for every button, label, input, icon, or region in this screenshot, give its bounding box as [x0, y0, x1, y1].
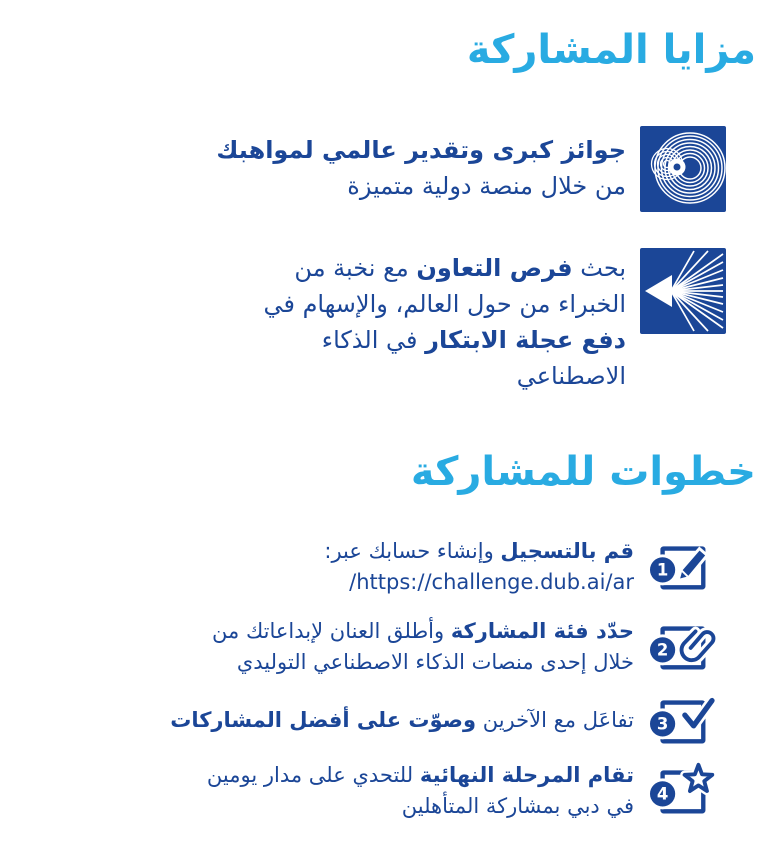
step-rest: وإنشاء حسابك عبر:: [324, 539, 501, 563]
benefit-seg: في الذكاء الاصطناعي: [321, 326, 626, 390]
step-number: 3: [656, 714, 669, 734]
pencil-square-icon: [646, 534, 716, 596]
concentric-disc-icon: [640, 126, 726, 212]
step-bold: وصوّت على أفضل المشاركات: [170, 707, 477, 732]
benefit-item-collaboration: [0, 248, 768, 394]
benefit-seg-bold: فرص التعاون: [416, 254, 573, 282]
step-item-vote: [0, 688, 768, 750]
step-number: 4: [656, 784, 669, 804]
step-text-category: [209, 614, 634, 678]
step-bold: حدّد فئة المشاركة: [450, 619, 634, 643]
step-rest: للتحدي على مدار يومين في دبي بمشاركة المتأهلين: [206, 763, 634, 818]
benefit-seg: مع نخبة من الخبراء من حول العالم، والإسهام في: [263, 254, 626, 318]
benefit-text-collaboration: [226, 248, 626, 394]
step-item-register: [0, 534, 768, 598]
light-rays-icon: [640, 248, 726, 334]
step-bold: قم بالتسجيل: [500, 539, 634, 563]
benefit-bold-line: جوائز كبرى وتقدير عالمي لمواهبك: [216, 136, 626, 164]
benefit-seg: بحث: [572, 254, 626, 282]
step-number: 1: [656, 560, 669, 580]
step-rest: وأطلق العنان لإبداعاتك من خلال إحدى منصات الذكاء الاصطناعي التوليدي: [212, 619, 634, 674]
star-square-icon: [646, 758, 716, 820]
benefit-item-prizes: [0, 126, 768, 212]
step-item-final: [0, 758, 768, 822]
benefits-section-title: مزايا المشاركة: [466, 27, 756, 73]
step-pre: تفاعَل مع الآخرين: [476, 707, 634, 732]
benefit-regular-line: من خلال منصة دولية متميزة: [347, 172, 626, 200]
step-text-register: [324, 534, 634, 598]
benefit-text-prizes: [216, 126, 626, 204]
paperclip-square-icon: [646, 614, 716, 676]
step-text-vote: [170, 703, 634, 736]
benefit-seg-bold: دفع عجلة الابتكار: [425, 326, 626, 354]
step-bold: تقام المرحلة النهائية: [419, 763, 634, 787]
check-square-icon: [646, 688, 716, 750]
step-text-final: [204, 758, 634, 822]
registration-url-link[interactable]: /https://challenge.dub.ai/ar: [349, 570, 634, 594]
step-item-category: [0, 614, 768, 678]
step-number: 2: [656, 640, 669, 660]
steps-section-title: خطوات للمشاركة: [410, 449, 756, 495]
